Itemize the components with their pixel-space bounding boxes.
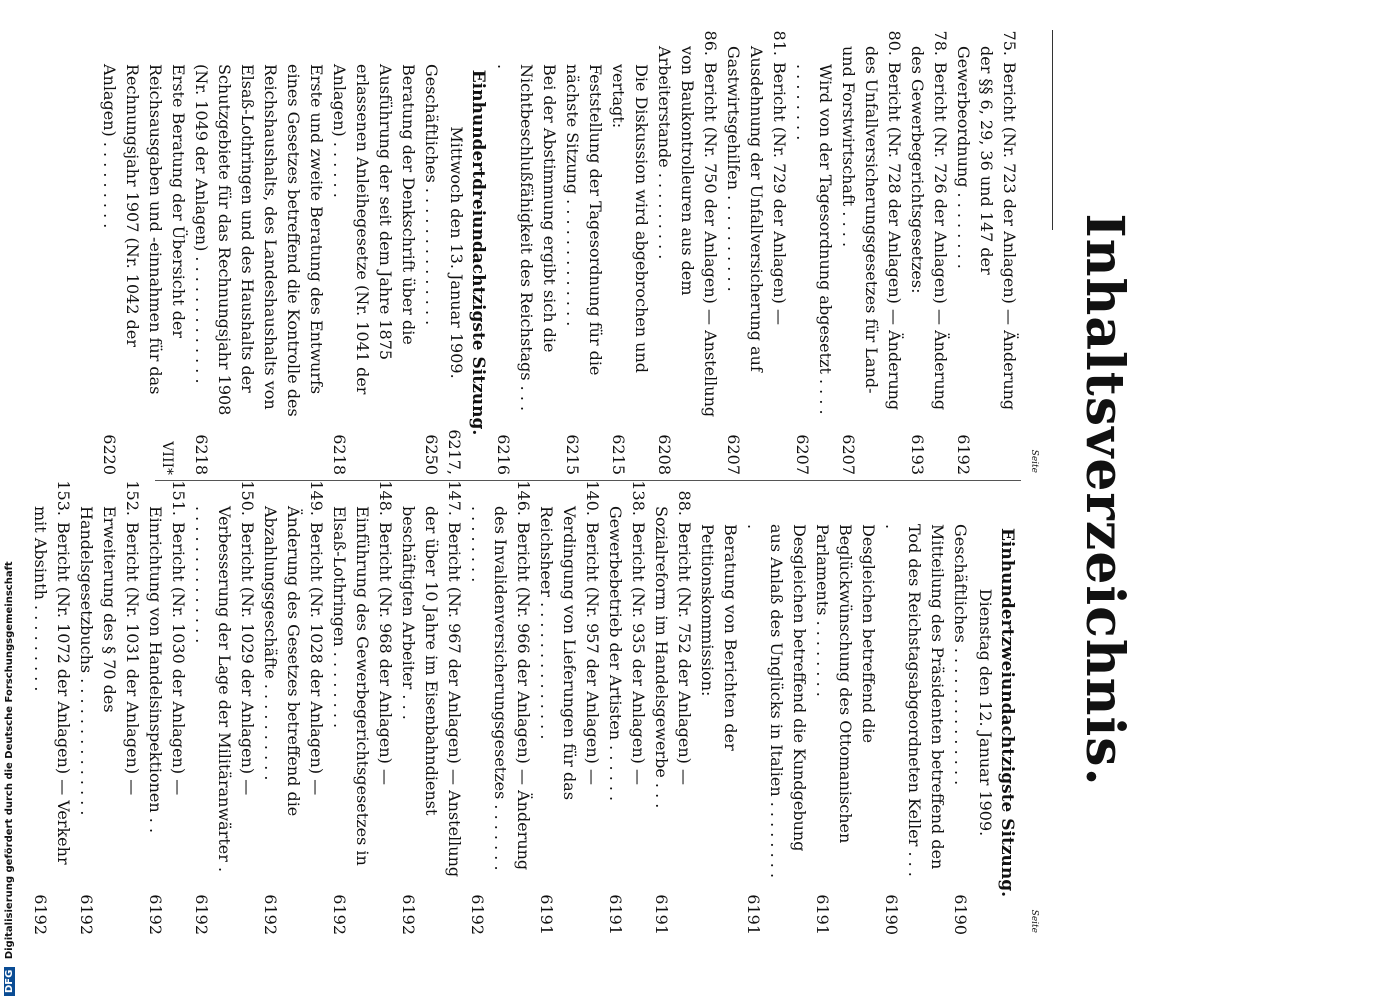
toc-entry: [653, 30, 722, 475]
entry-number: 81.: [770, 30, 789, 56]
toc-entry: [144, 480, 190, 935]
page-heading: Inhaltsverzeichnis.: [1074, 213, 1135, 787]
entry-page: 6191: [606, 894, 625, 935]
toc-entry: [696, 490, 742, 935]
entry-text: Bericht (Nr. 957 der Anlagen) — Verdingung von Lieferungen für das Reichsheer . . . . . . . . . . . . . .: [537, 506, 602, 801]
entry-text: Bericht (Nr. 967 der Anlagen) — Anstellung der über 10 Jahre im Eisenbahndienst beschäftigten Arbeiter . . .: [399, 506, 464, 878]
toc-column-left: [31, 480, 1039, 935]
toc-entry: [906, 30, 952, 475]
heading-rule-left: [1052, 30, 1053, 230]
entry-number: 146.: [514, 480, 533, 516]
entry-text: Bericht (Nr. 750 der Anlagen) — Anstellung von Baukontrolleuren aus dem Arbeiterstande . . . . . . . . .: [655, 46, 720, 418]
entry-page: 6192: [146, 894, 165, 935]
credit-text: Digitalisierung gefördert durch die Deutsche Forschungsgemeinschaft: [4, 561, 15, 960]
toc-entry: [492, 30, 561, 475]
toc-page: [31, 30, 1145, 970]
entry-page: 6192: [468, 894, 487, 935]
entry-text: Bericht (Nr. 1029 der Anlagen) — Verbesserung der Lage der Militäranwärter . . . . . . . . . . . . . . .: [192, 506, 257, 873]
entry-list: [492, 30, 1021, 475]
toc-entry: [328, 30, 420, 475]
toc-entry: [650, 490, 696, 935]
entry-text: Bericht (Nr. 1030 der Anlagen) — Einrichtung von Handelsinspektionen . .: [146, 506, 188, 834]
entry-page: 6217, 6250: [422, 429, 464, 475]
entry-number: 88.: [675, 490, 694, 516]
entry-page: 6192: [330, 894, 349, 935]
entry-text: Beratung von Berichten der Petitionskommission:: [698, 524, 740, 751]
toc-entry: [98, 30, 190, 475]
entry-text: Bericht (Nr. 723 der Anlagen) — Änderung der §§ 6, 29, 36 und 147 der Gewerbeordnung . . . . . . . .: [954, 46, 1019, 411]
entry-page: 6192: [261, 894, 280, 935]
entry-page: 6216: [494, 434, 513, 475]
entry-number: 147.: [445, 480, 464, 516]
entry-text: Erste Beratung der Übersicht der Reichsausgaben und -einnahmen für das Rechnungsjahr 1907 (Nr. 1042 der Anlagen) . . . . . . . . .: [100, 64, 188, 395]
toc-entry: [466, 480, 535, 935]
entry-number: 151.: [169, 480, 188, 516]
entry-number: 148.: [376, 480, 395, 516]
entry-page: 6192: [954, 434, 973, 475]
session-date: Mittwoch den 13. Januar 1909.: [447, 126, 466, 379]
entry-page: 6207: [724, 434, 743, 475]
toc-entry: [791, 30, 837, 475]
entry-number: 140.: [583, 480, 602, 516]
toc-entry: [397, 480, 466, 935]
entry-page: 6192: [399, 894, 418, 935]
entry-page: 6192: [192, 894, 211, 935]
dfg-logo: DFG: [4, 967, 15, 996]
entry-text: Bericht (Nr. 728 der Anlagen) — Änderung des Unfallversicherungsgesetzes für Land- und Forstwirtschaft . . . .: [839, 46, 904, 411]
entry-text: Feststellung der Tagesordnung für die nächste Sitzung . . . . . . . . . . . . .: [563, 64, 605, 376]
entry-page: 6220: [100, 434, 119, 475]
entry-text: Bericht (Nr. 729 der Anlagen) — Ausdehnung der Unfallversicherung auf Gastwirtsgehilfen . . . . . . . . . .: [724, 46, 789, 372]
session-date: Dienstag den 12. Januar 1909.: [976, 588, 995, 837]
entry-text: Bericht (Nr. 752 der Anlagen) — Sozialreform im Handelsgewerbe . . .: [652, 506, 694, 809]
entry-number: 152.: [123, 480, 142, 516]
entry-number: 153.: [54, 480, 73, 516]
footer-mark: VIII*: [159, 441, 175, 475]
entry-text: Desgleichen betreffend die Beglückwünschung des Ottomanischen Parlaments . . . . . . . .: [813, 524, 878, 844]
sidebar-credit: [4, 0, 15, 996]
entry-number: 150.: [238, 480, 257, 516]
entry-list: [29, 480, 972, 935]
entry-page: 6191: [744, 894, 763, 935]
entry-text: Bericht (Nr. 726 der Anlagen) — Änderung des Gewerbegerichtsgesetzes:: [908, 46, 950, 411]
seite-label: Seite: [1029, 449, 1039, 473]
entry-page: 6192: [77, 894, 96, 935]
toc-entry: [607, 30, 653, 475]
toc-entry: [952, 30, 1021, 475]
toc-entry: [880, 490, 949, 935]
toc-entry: [949, 490, 972, 935]
entry-page: 6215: [609, 434, 628, 475]
entry-text: Bericht (Nr. 966 der Anlagen) — Änderung des Invalidenversicherungsgesetzes . . . . . . . . . . . . . . .: [468, 506, 533, 871]
entry-page: 6192: [31, 894, 50, 935]
entry-page: 6218: [192, 434, 211, 475]
toc-entry: [190, 30, 328, 475]
entry-text: Bei der Abstimmung ergibt sich die Nichtbeschlußfähigkeit des Reichstags . . . .: [494, 64, 559, 412]
session-title: Einhundertdreiundachtzigste Sitzung.: [468, 69, 488, 436]
toc-entry: [535, 480, 604, 935]
entry-page: 6190: [951, 894, 970, 935]
entry-page: 6207: [839, 434, 858, 475]
entry-text: Erste und zweite Beratung des Entwurfs eines Gesetzes betreffend die Kontrolle des Reichshaushalts, des Landeshaushalts von Elsaß-Lothringen und des Haushalts der Schutzgebiete für das Rechnungsjahr 1908 (Nr. 1049 der Anlagen) . . . . . . . . . . . . .: [192, 64, 326, 417]
entry-text: Desgleichen betreffend die Kundgebung aus Anlaß des Unglücks in Italien . . . . . . . . .: [744, 524, 809, 879]
entry-page: 6191: [537, 894, 556, 935]
seite-label: Seite: [1029, 909, 1039, 933]
entry-page: 6207: [793, 434, 812, 475]
entry-number: 78.: [931, 30, 950, 56]
entry-page: 6215: [563, 434, 582, 475]
toc-entry: [561, 30, 607, 475]
toc-entry: [259, 480, 328, 935]
entry-page: 6193: [908, 434, 927, 475]
toc-entry: [811, 490, 880, 935]
toc-entry: [190, 480, 259, 935]
entry-page: 6191: [813, 894, 832, 935]
entry-text: Bericht (Nr. 935 der Anlagen) — Gewerbebetrieb der Artisten . . . . . .: [606, 506, 648, 802]
entry-text: Bericht (Nr. 1072 der Anlagen) — Verkehr mit Absinth . . . . . . . . .: [31, 506, 73, 865]
entry-text: Bericht (Nr. 1028 der Anlagen) — Änderung des Gesetzes betreffend die Abzahlungsgeschäfte . . . . . . . . . .: [261, 506, 326, 817]
entry-page: 6208: [655, 434, 674, 475]
entry-text: Die Diskussion wird abgebrochen und vertagt:: [609, 64, 651, 373]
entry-text: Bericht (Nr. 1031 der Anlagen) — Erweiterung des § 70 des Handelsgesetzbuchs . . . . . . . . . . . . . .: [77, 506, 142, 816]
entry-page: 6218: [330, 434, 349, 475]
toc-entry: [742, 490, 811, 935]
entry-number: 149.: [307, 480, 326, 516]
toc-entry: [29, 480, 75, 935]
toc-entry: [722, 30, 791, 475]
toc-entry: [837, 30, 906, 475]
toc-entry: [328, 480, 397, 935]
entry-text: Bericht (Nr. 968 der Anlagen) — Einführung des Gewerbegerichtsgesetzes in Elsaß-Lothringen . . . . . . . .: [330, 506, 395, 866]
entry-number: 80.: [885, 30, 904, 56]
toc-column-right: [100, 30, 1039, 475]
entry-text: Geschäftliches . . . . . . . . . . . . . .: [951, 524, 970, 786]
toc-entry: [604, 480, 650, 935]
entry-page: 6190: [882, 894, 901, 935]
session-title: Einhundertzweiundachtzigste Sitzung.: [997, 527, 1017, 898]
entry-number: 138.: [629, 480, 648, 516]
entry-text: Beratung der Denkschrift über die Ausführung der seit dem Jahre 1875 erlassenen Anleihegesetze (Nr. 1041 der Anlagen) . . . . . .: [330, 64, 418, 395]
entry-text: Mitteilung des Präsidenten betreffend den Tod des Reichstagsabgeordneten Keller . . . .: [882, 524, 947, 877]
toc-entry: [75, 480, 144, 935]
entry-number: 75.: [1000, 30, 1019, 56]
entry-number: 86.: [701, 30, 720, 56]
entry-text: Geschäftliches . . . . . . . . . . . . . .: [422, 64, 441, 326]
entry-page: 6191: [652, 894, 671, 935]
entry-text: Wird von der Tagesordnung abgesetzt . . . . . . . . . . . .: [793, 64, 835, 415]
